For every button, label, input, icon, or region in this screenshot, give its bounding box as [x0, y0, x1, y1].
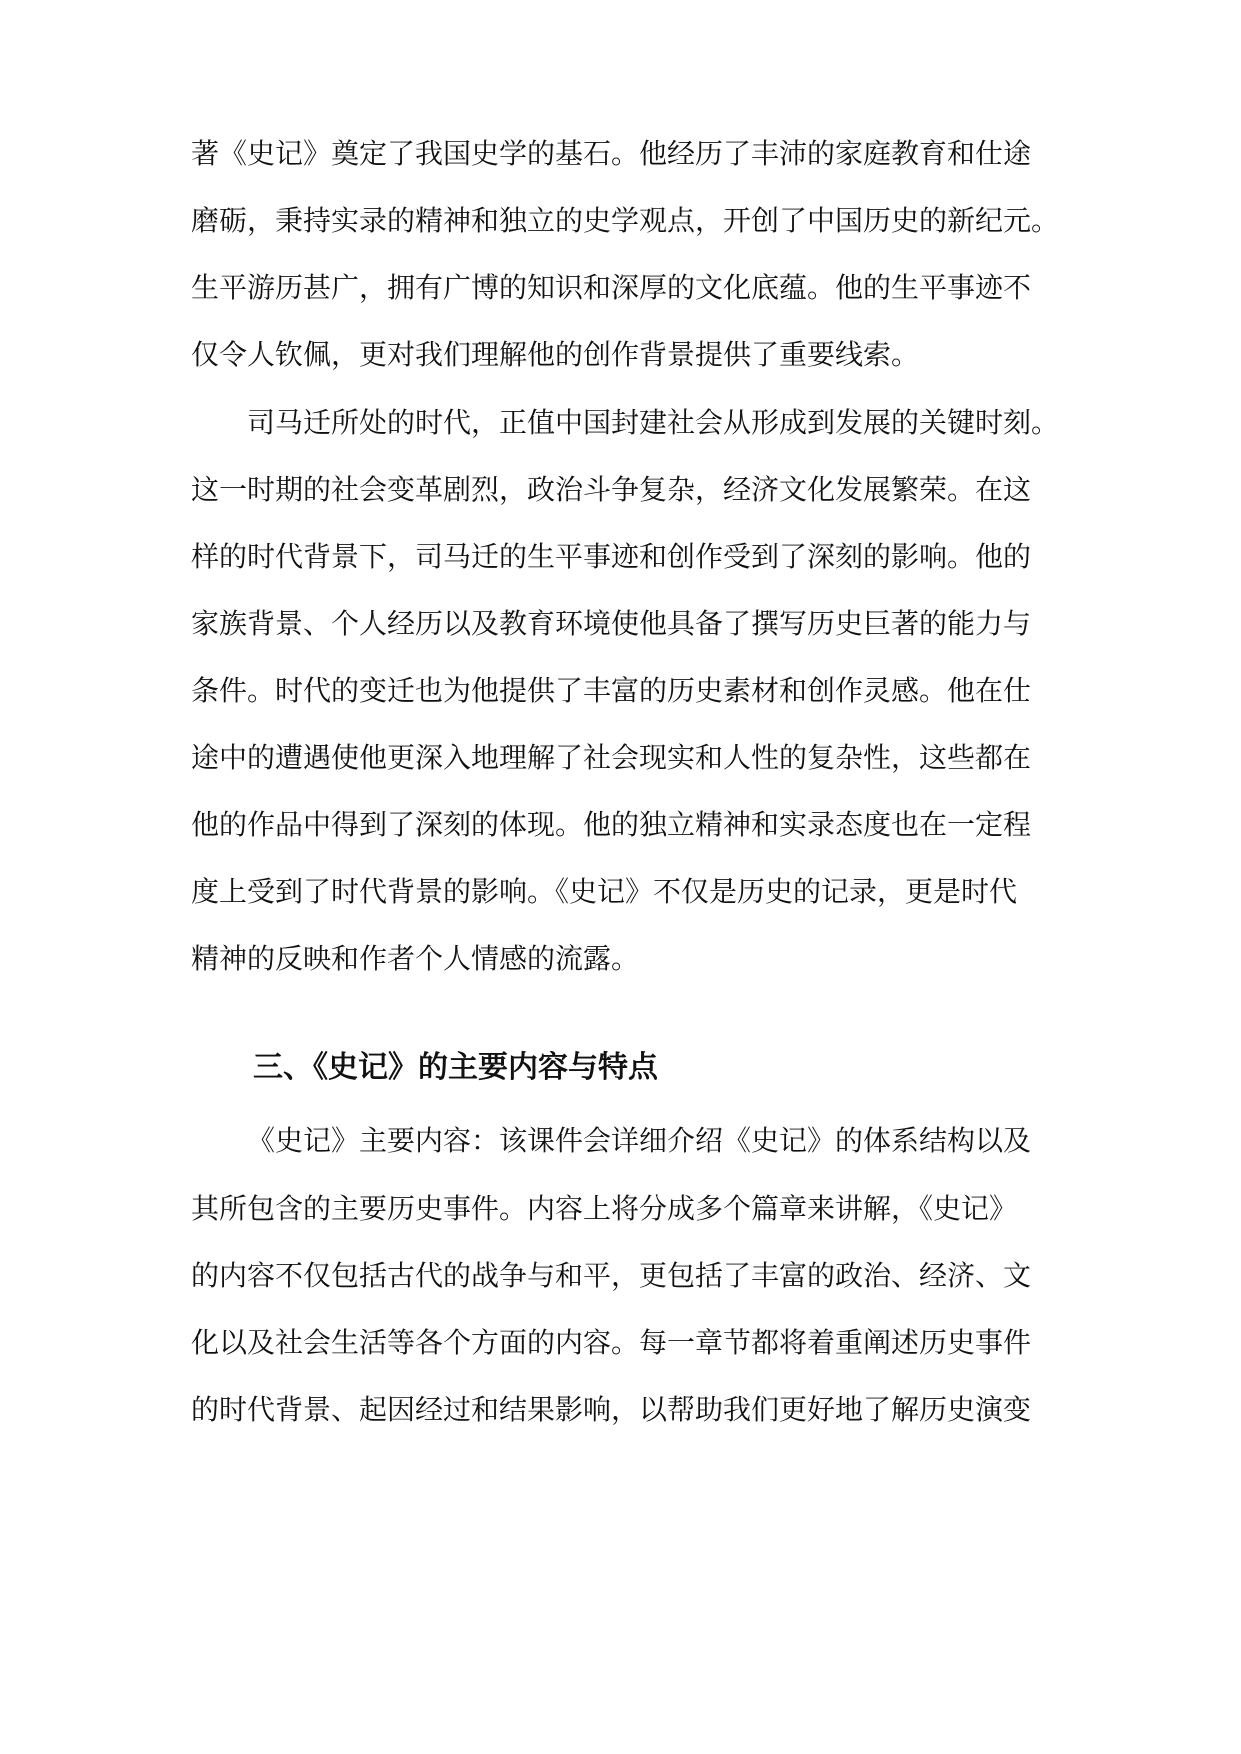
paragraph-2-line-7: 他的作品中得到了深刻的体现。他的独立精神和实录态度也在一定程 — [191, 808, 1032, 841]
paragraph-3-line-5: 的时代背景、起因经过和结果影响，以帮助我们更好地了解历史演变 — [191, 1393, 1032, 1426]
paragraph-1-line-1: 著《史记》奠定了我国史学的基石。他经历了丰沛的家庭教育和仕途 — [191, 137, 1032, 170]
paragraph-3-line-2: 其所包含的主要历史事件。内容上将分成多个篇章来讲解，《史记》 — [191, 1192, 1018, 1225]
paragraph-2-line-2: 这一时期的社会变革剧烈，政治斗争复杂，经济文化发展繁荣。在这 — [191, 473, 1032, 506]
paragraph-2-line-3: 样的时代背景下，司马迁的生平事迹和创作受到了深刻的影响。他的 — [191, 540, 1032, 573]
paragraph-2-line-9: 精神的反映和作者个人情感的流露。 — [191, 942, 640, 975]
paragraph-1-line-2: 磨砺，秉持实录的精神和独立的史学观点，开创了中国历史的新纪元。 — [191, 204, 1060, 237]
paragraph-2-line-8: 度上受到了时代背景的影响。《史记》不仅是历史的记录，更是时代 — [191, 875, 1018, 908]
paragraph-1-line-4: 仅令人钦佩，更对我们理解他的创作背景提供了重要线索。 — [191, 338, 920, 371]
paragraph-2-line-6: 途中的遭遇使他更深入地理解了社会现实和人性的复杂性，这些都在 — [191, 741, 1032, 774]
paragraph-2-line-4: 家族背景、个人经历以及教育环境使他具备了撰写历史巨著的能力与 — [191, 607, 1032, 640]
paragraph-1-line-3: 生平游历甚广，拥有广博的知识和深厚的文化底蕴。他的生平事迹不 — [191, 271, 1032, 304]
paragraph-3-line-1: 《史记》主要内容：该课件会详细介绍《史记》的体系结构以及 — [247, 1124, 1032, 1157]
paragraph-2-line-1: 司马迁所处的时代，正值中国封建社会从形成到发展的关键时刻。 — [247, 406, 1060, 439]
section-heading: 三、《史记》的主要内容与特点 — [253, 1050, 658, 1085]
paragraph-3-line-3: 的内容不仅包括古代的战争与和平，更包括了丰富的政治、经济、文 — [191, 1259, 1032, 1292]
paragraph-2-line-5: 条件。时代的变迁也为他提供了丰富的历史素材和创作灵感。他在仕 — [191, 674, 1032, 707]
paragraph-3-line-4: 化以及社会生活等各个方面的内容。每一章节都将着重阐述历史事件 — [191, 1326, 1032, 1359]
